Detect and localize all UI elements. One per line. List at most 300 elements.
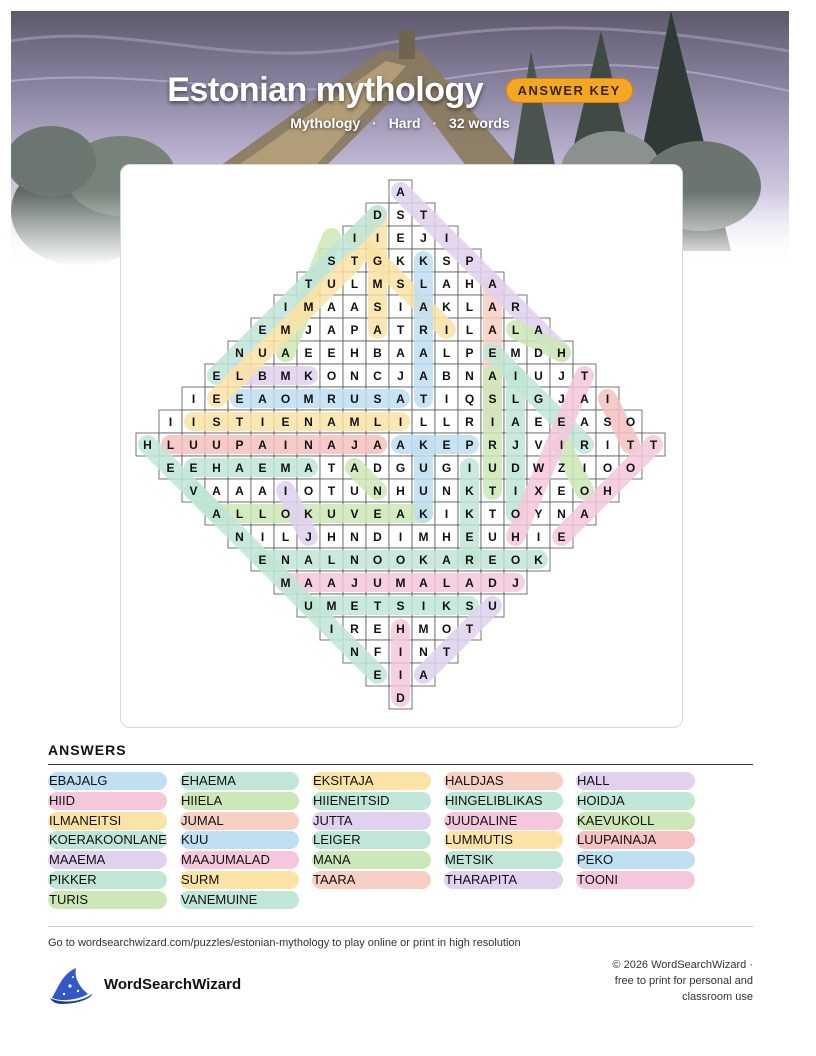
grid-letter: K: [534, 553, 543, 567]
grid-letter: L: [258, 507, 267, 521]
answer-word: LUMMUTIS: [444, 831, 563, 849]
grid-letter: D: [534, 346, 543, 360]
grid-letter: H: [511, 530, 520, 544]
grid-letter: Q: [464, 392, 475, 406]
grid-letter: R: [327, 392, 336, 406]
grid-letter: A: [258, 392, 267, 406]
grid-letter: J: [351, 438, 358, 452]
grid-letter: T: [649, 438, 658, 452]
grid-letter: E: [373, 668, 382, 682]
grid-letter: N: [419, 645, 428, 659]
difficulty-label: Hard: [388, 115, 421, 131]
grid-letter: N: [350, 553, 359, 567]
grid-letter: R: [580, 438, 589, 452]
grid-letter: E: [235, 392, 244, 406]
grid-letter: E: [189, 461, 198, 475]
grid-letter: I: [444, 507, 449, 521]
grid-letter: S: [373, 300, 382, 314]
grid-letter: R: [419, 323, 428, 337]
grid-letter: U: [212, 438, 221, 452]
separator: ·: [372, 115, 377, 131]
answer-word: JUUDALINE: [444, 812, 563, 830]
grid-letter: I: [398, 645, 403, 659]
grid-letter: Y: [534, 507, 543, 521]
grid-letter: O: [395, 553, 406, 567]
answer-word: HIIELA: [180, 792, 299, 810]
grid-letter: O: [625, 415, 636, 429]
grid-letter: A: [327, 576, 336, 590]
answer-word: HIID: [48, 792, 167, 810]
grid-letter: E: [534, 415, 543, 429]
copyright-line: classroom use: [682, 991, 753, 1003]
grid-letter: O: [280, 507, 291, 521]
footer-url-text: Go to wordsearchwizard.com/puzzles/estonian-mythology to play online or print in high resolution: [48, 937, 521, 949]
copyright: [553, 957, 753, 1005]
grid-letter: K: [442, 300, 451, 314]
grid-letter: M: [418, 622, 429, 636]
grid-letter: A: [235, 484, 244, 498]
grid-letter: P: [235, 438, 244, 452]
grid-letter: I: [283, 484, 288, 498]
answer-word: KAEVUKOLL: [576, 812, 695, 830]
grid-letter: A: [396, 392, 405, 406]
grid-letter: R: [350, 622, 359, 636]
grid-letter: A: [488, 323, 497, 337]
grid-letter: H: [212, 461, 221, 475]
grid-letter: P: [465, 254, 474, 268]
grid-letter: K: [419, 553, 428, 567]
grid-letter: I: [168, 415, 173, 429]
grid-letter: K: [419, 438, 428, 452]
answer-word: MANA: [312, 851, 431, 869]
answer-word: MAAEMA: [48, 851, 167, 869]
grid-letter: J: [420, 231, 427, 245]
grid-letter: U: [327, 507, 336, 521]
answer-word: VANEMUINE: [180, 891, 299, 909]
grid-letter: I: [398, 530, 403, 544]
grid-letter: O: [441, 622, 452, 636]
answer-word: JUMAL: [180, 812, 299, 830]
grid-letter: O: [510, 507, 521, 521]
grid-letter: I: [605, 438, 610, 452]
grid-letter: E: [557, 415, 566, 429]
grid-letter: S: [465, 599, 474, 613]
grid-letter: H: [396, 484, 405, 498]
grid-letter: J: [397, 369, 404, 383]
grid-letter: T: [442, 645, 451, 659]
answer-word: LUUPAINAJA: [576, 831, 695, 849]
grid-letter: N: [373, 484, 382, 498]
grid-letter: U: [488, 530, 497, 544]
grid-letter: H: [396, 622, 405, 636]
grid-letter: A: [373, 323, 382, 337]
grid-letter: T: [465, 622, 474, 636]
grid-letter: S: [396, 208, 405, 222]
grid-letter: R: [465, 553, 474, 567]
grid-letter: A: [488, 300, 497, 314]
answer-word: THARAPITA: [444, 871, 563, 889]
grid-letter: A: [373, 438, 382, 452]
grid-letter: L: [511, 392, 520, 406]
grid-letter: S: [327, 254, 336, 268]
puzzle-meta: [11, 115, 789, 131]
copyright-line: © 2026 WordSearchWizard ·: [612, 959, 753, 971]
answer-word: HOIDJA: [576, 792, 695, 810]
answer-word: KOERAKOONLANE: [49, 832, 167, 848]
grid-letter: T: [580, 369, 589, 383]
grid-letter: L: [350, 277, 359, 291]
grid-letter: G: [395, 461, 406, 475]
grid-letter: L: [442, 415, 451, 429]
grid-letter: X: [534, 484, 543, 498]
grid-letter: T: [488, 507, 497, 521]
grid-letter: A: [304, 576, 313, 590]
grid-letter: I: [605, 392, 610, 406]
grid-letter: I: [582, 461, 587, 475]
grid-letter: M: [303, 392, 314, 406]
grid-letter: A: [304, 461, 313, 475]
grid-letter: U: [327, 277, 336, 291]
grid-letter: E: [557, 530, 566, 544]
grid-letter: T: [235, 415, 244, 429]
grid-letter: A: [580, 392, 589, 406]
grid-letter: M: [372, 277, 383, 291]
grid-letter: S: [373, 392, 382, 406]
grid-letter: M: [280, 576, 291, 590]
grid-letter: D: [488, 576, 497, 590]
answer-word: EKSITAJA: [312, 772, 431, 790]
grid-letter: U: [350, 392, 359, 406]
grid-letter: J: [351, 576, 358, 590]
grid-letter: H: [143, 438, 152, 452]
grid-letter: O: [602, 461, 613, 475]
grid-letter: A: [258, 438, 267, 452]
grid-letter: A: [396, 185, 405, 199]
brand-name: WordSearchWizard: [104, 975, 242, 993]
grid-letter: S: [603, 415, 612, 429]
grid-letter: N: [465, 369, 474, 383]
grid-letter: M: [326, 599, 337, 613]
grid-letter: O: [372, 553, 383, 567]
grid-letter: H: [603, 484, 612, 498]
grid-letter: A: [419, 576, 428, 590]
grid-letter: I: [444, 323, 449, 337]
grid-letter: I: [260, 415, 265, 429]
grid-letter: J: [512, 438, 519, 452]
grid-letter: T: [304, 277, 313, 291]
grid-letter: I: [398, 415, 403, 429]
grid-letter: I: [191, 392, 196, 406]
grid-letter: U: [419, 484, 428, 498]
grid-letter: J: [558, 369, 565, 383]
grid-letter: L: [281, 530, 290, 544]
grid-letter: E: [488, 553, 497, 567]
puzzle-title: Estonian mythology: [167, 71, 484, 109]
grid-letter: K: [465, 507, 474, 521]
grid-letter: L: [511, 323, 520, 337]
answer-word: HINGELIBLIKAS: [444, 792, 563, 810]
grid-letter: E: [258, 461, 267, 475]
grid-letter: L: [442, 346, 451, 360]
grid-letter: O: [579, 484, 590, 498]
grid-letter: A: [419, 369, 428, 383]
grid-letter: A: [442, 553, 451, 567]
grid-letter: S: [396, 599, 405, 613]
grid-letter: I: [283, 300, 288, 314]
grid-letter: B: [373, 346, 382, 360]
grid-letter: V: [189, 484, 198, 498]
grid-letter: D: [373, 208, 382, 222]
grid-letter: H: [557, 346, 566, 360]
grid-letter: E: [373, 622, 382, 636]
grid-letter: A: [304, 553, 313, 567]
answer-word: HALDJAS: [444, 772, 563, 790]
grid-letter: M: [280, 323, 291, 337]
grid-letter: O: [625, 461, 636, 475]
grid-letter: J: [305, 530, 312, 544]
grid-letter: A: [488, 277, 497, 291]
grid-letter: E: [281, 415, 290, 429]
grid-letter: U: [488, 599, 497, 613]
grid-letter: T: [419, 208, 428, 222]
grid-letter: L: [373, 415, 382, 429]
grid-letter: E: [327, 346, 336, 360]
answer-word: HIIENEITSID: [312, 792, 431, 810]
grid-letter: U: [534, 369, 543, 383]
grid-letter: K: [419, 254, 428, 268]
grid-letter: J: [512, 576, 519, 590]
grid-letter: I: [260, 530, 265, 544]
grid-letter: O: [280, 392, 291, 406]
grid-letter: J: [558, 392, 565, 406]
grid-letter: A: [442, 277, 451, 291]
grid-letter: L: [235, 507, 244, 521]
grid-letter: L: [235, 369, 244, 383]
answer-word: EHAEMA: [180, 772, 299, 790]
grid-letter: A: [580, 507, 589, 521]
grid-letter: W: [532, 461, 545, 475]
answer-word: METSIK: [444, 851, 563, 869]
grid-letter: T: [350, 254, 359, 268]
grid-letter: I: [513, 484, 518, 498]
grid-letter: N: [350, 369, 359, 383]
grid-letter: E: [166, 461, 175, 475]
grid-letter: E: [557, 484, 566, 498]
answer-word: SURM: [180, 871, 299, 889]
grid-letter: A: [235, 461, 244, 475]
grid-letter: M: [510, 346, 521, 360]
grid-letter: I: [421, 599, 426, 613]
grid-letter: V: [534, 438, 543, 452]
grid-letter: K: [465, 484, 474, 498]
grid-letter: P: [465, 346, 474, 360]
grid-letter: A: [327, 438, 336, 452]
grid-letter: K: [442, 599, 451, 613]
answer-word: TAARA: [312, 871, 431, 889]
answer-key-badge: ANSWER KEY: [506, 78, 633, 103]
grid-letter: P: [350, 323, 359, 337]
grid-letter: G: [372, 254, 383, 268]
grid-letter: A: [396, 346, 405, 360]
grid-letter: R: [465, 415, 474, 429]
grid-letter: M: [280, 461, 291, 475]
copyright-line: free to print for personal and: [614, 975, 753, 987]
grid-letter: A: [511, 415, 520, 429]
answer-word: MAAJUMALAD: [180, 851, 299, 869]
grid-letter: L: [442, 576, 451, 590]
puzzle-panel: [120, 164, 683, 728]
grid-letter: N: [281, 553, 290, 567]
grid-letter: A: [396, 507, 405, 521]
grid-letter: L: [327, 553, 336, 567]
grid-letter: A: [350, 461, 359, 475]
grid-letter: A: [419, 300, 428, 314]
grid-letter: T: [373, 599, 382, 613]
grid-letter: E: [350, 599, 359, 613]
wizard-hat-icon: [48, 964, 94, 1004]
grid-letter: U: [258, 346, 267, 360]
word-count-label: 32 words: [449, 115, 510, 131]
grid-letter: N: [304, 415, 313, 429]
grid-letter: A: [534, 323, 543, 337]
grid-letter: N: [350, 645, 359, 659]
divider: [48, 926, 753, 927]
grid-letter: I: [398, 300, 403, 314]
grid-letter: U: [419, 461, 428, 475]
grid-letter: R: [488, 438, 497, 452]
grid-letter: U: [189, 438, 198, 452]
brand[interactable]: [48, 964, 241, 1004]
grid-letter: A: [327, 300, 336, 314]
grid-letter: A: [350, 300, 359, 314]
grid-letter: M: [395, 576, 406, 590]
grid-letter: A: [465, 576, 474, 590]
grid-letter: E: [396, 231, 405, 245]
answer-word: KUU: [180, 831, 299, 849]
grid-letter: O: [510, 553, 521, 567]
grid-letter: U: [488, 461, 497, 475]
grid-letter: I: [352, 231, 357, 245]
grid-letter: I: [375, 231, 380, 245]
grid-letter: G: [533, 392, 544, 406]
grid-letter: I: [444, 392, 449, 406]
separator: ·: [432, 115, 438, 131]
grid-letter: L: [166, 438, 175, 452]
grid-letter: F: [373, 645, 382, 659]
grid-letter: H: [327, 530, 336, 544]
grid-letter: L: [465, 300, 474, 314]
grid-letter: E: [465, 530, 474, 544]
grid-letter: T: [419, 392, 428, 406]
grid-letter: A: [419, 668, 428, 682]
answer-word: TOONI: [576, 871, 695, 889]
grid-letter: D: [511, 461, 520, 475]
grid-letter: I: [398, 668, 403, 682]
grid-letter: Z: [557, 461, 566, 475]
grid-letter: A: [580, 415, 589, 429]
grid-letter: N: [235, 346, 244, 360]
grid-letter: O: [326, 369, 337, 383]
grid-letter: T: [396, 323, 405, 337]
grid-letter: E: [212, 369, 221, 383]
answer-word: EBAJALG: [48, 772, 167, 790]
grid-letter: I: [513, 369, 518, 383]
grid-letter: M: [349, 415, 360, 429]
grid-letter: M: [418, 530, 429, 544]
grid-letter: L: [419, 415, 428, 429]
grid-letter: A: [419, 346, 428, 360]
grid-letter: K: [419, 507, 428, 521]
grid-letter: E: [442, 438, 451, 452]
grid-letter: A: [488, 369, 497, 383]
grid-letter: M: [303, 300, 314, 314]
grid-letter: S: [488, 392, 497, 406]
grid-letter: N: [557, 507, 566, 521]
grid-letter: C: [373, 369, 382, 383]
grid-letter: S: [396, 277, 405, 291]
grid-letter: T: [488, 484, 497, 498]
grid-letter: E: [212, 392, 221, 406]
grid-letter: I: [444, 231, 449, 245]
grid-letter: H: [465, 277, 474, 291]
grid-letter: B: [442, 369, 451, 383]
grid-letter: I: [329, 622, 334, 636]
answer-word: ILMANEITSI: [48, 812, 167, 830]
grid-letter: N: [304, 438, 313, 452]
answer-word: PIKKER: [48, 871, 167, 889]
grid-letter: S: [442, 254, 451, 268]
grid-letter: V: [350, 507, 359, 521]
grid-letter: A: [327, 415, 336, 429]
answers-heading: ANSWERS: [48, 742, 127, 758]
answer-word: LEIGER: [312, 831, 431, 849]
grid-letter: U: [304, 599, 313, 613]
grid-letter: I: [191, 415, 196, 429]
grid-letter: U: [373, 576, 382, 590]
grid-letter: M: [280, 369, 291, 383]
grid-letter: E: [488, 346, 497, 360]
grid-letter: I: [283, 438, 288, 452]
grid-letter: G: [441, 461, 452, 475]
grid-letter: S: [212, 415, 221, 429]
grid-letter: P: [465, 438, 474, 452]
grid-letter: I: [536, 530, 541, 544]
grid-letter: D: [396, 691, 405, 705]
grid-letter: E: [258, 323, 267, 337]
answer-word: TURIS: [48, 891, 167, 909]
grid-letter: U: [350, 484, 359, 498]
category-label: Mythology: [290, 115, 361, 131]
grid-letter: E: [373, 507, 382, 521]
grid-letter: T: [327, 484, 336, 498]
grid-letter: N: [350, 530, 359, 544]
divider: [48, 764, 753, 765]
grid-letter: I: [559, 438, 564, 452]
grid-letter: N: [235, 530, 244, 544]
grid-letter: I: [490, 415, 495, 429]
grid-letter: K: [396, 254, 405, 268]
grid-letter: D: [373, 461, 382, 475]
grid-letter: H: [442, 530, 451, 544]
answer-word: HALL: [576, 772, 695, 790]
grid-letter: I: [467, 461, 472, 475]
grid-letter: O: [303, 484, 314, 498]
grid-letter: H: [350, 346, 359, 360]
grid-letter: J: [305, 323, 312, 337]
grid-letter: B: [258, 369, 267, 383]
grid-letter: A: [212, 507, 221, 521]
grid-letter: T: [327, 461, 336, 475]
